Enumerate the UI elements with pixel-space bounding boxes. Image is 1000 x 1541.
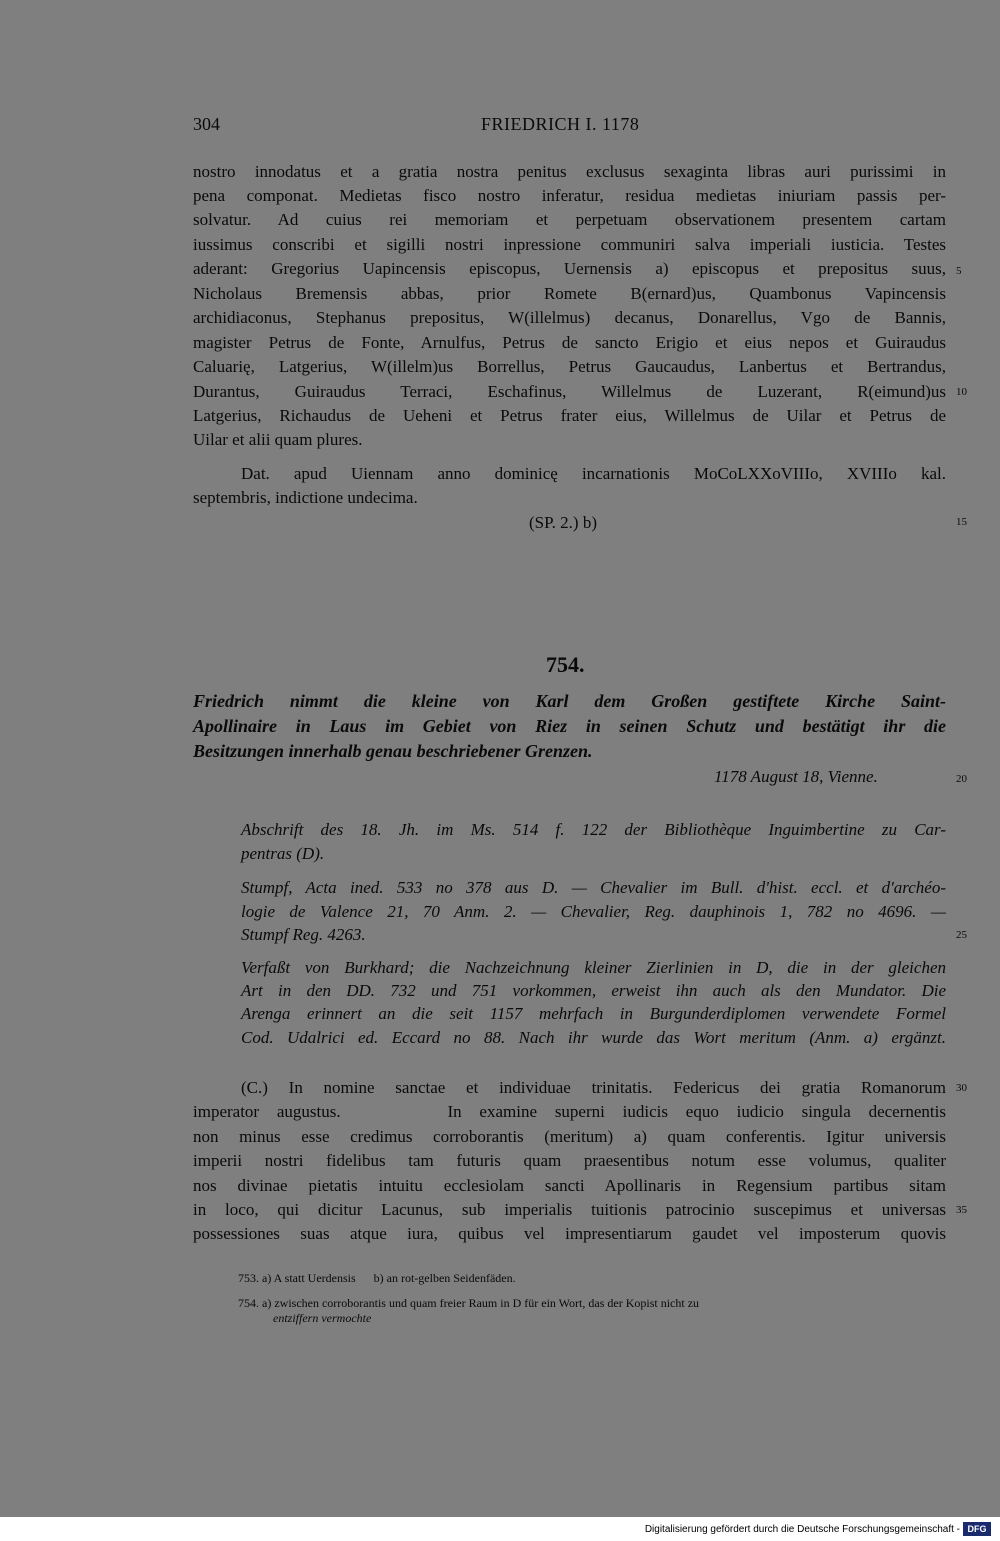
text-line: pena componat. Medietas fisco nostro inferatur, residua medietas iniuriam passis per- bbox=[193, 186, 946, 205]
line-number: 15 bbox=[956, 516, 967, 528]
dating-line: septembris, indictione undecima. bbox=[193, 488, 418, 507]
funding-credit: Digitalisierung gefördert durch die Deutsche Forschungsgemeinschaft - bbox=[644, 1524, 960, 1535]
line-number: 5 bbox=[956, 265, 962, 277]
seal-note: (SP. 2.) b) bbox=[529, 513, 598, 532]
text-line: Durantus, Guiraudus Terraci, Eschafinus, Willelmus de Luzerant, R(eimund)us bbox=[193, 382, 946, 401]
dating-line: Dat. apud Uiennam anno dominicę incarnationis MoCoLXXoVIIIo, XVIIIo kal. bbox=[241, 464, 946, 483]
text-line: possessiones suas atque iura, quibus vel impresentiarum gaudet vel imposterum quovis bbox=[193, 1224, 946, 1243]
note-line: Stumpf Reg. 4263. bbox=[241, 925, 366, 944]
text-line: Nicholaus Bremensis abbas, prior Romete B(ernard)us, Quambonus Vapincensis bbox=[193, 284, 946, 303]
text-line: Caluarię, Latgerius, W(illelm)us Borrellus, Petrus Gaucaudus, Lanbertus et Bertrandus, bbox=[193, 357, 946, 376]
note-line: Stumpf, Acta ined. 533 no 378 aus D. — Chevalier im Bull. d'hist. eccl. et d'archéo- bbox=[241, 878, 946, 897]
page-number: 304 bbox=[193, 114, 220, 134]
regest-title-line: Besitzungen innerhalb genau beschriebener Grenzen. bbox=[193, 741, 593, 761]
text-line: imperii nostri fidelibus tam futuris quam praesentibus notum esse volumus, qualiter bbox=[193, 1151, 946, 1170]
text-line: in loco, qui dicitur Lacunus, sub imperialis tuitionis patrocinio suscepimus et universas bbox=[193, 1200, 946, 1219]
line-number: 10 bbox=[956, 386, 967, 398]
text-line: solvatur. Ad cuius rei memoriam et perpetuam observationem presentem cartam bbox=[193, 210, 946, 229]
document-number: 754. bbox=[546, 652, 585, 677]
note-line: Verfaßt von Burkhard; die Nachzeichnung kleiner Zierlinien in D, die in der gleichen bbox=[241, 958, 946, 977]
text-line: imperator augustus. In examine superni iudicis equo iudicio singula decernentis bbox=[193, 1102, 946, 1121]
text-line: aderant: Gregorius Uapincensis episcopus, Uernensis a) episcopus et prepositus suus, bbox=[193, 259, 946, 278]
note-line: pentras (D). bbox=[241, 844, 325, 863]
text-line: iussimus conscribi et sigilli nostri inpressione communiri salva imperiali iusticia. Testes bbox=[193, 235, 946, 254]
note-line: Cod. Udalrici ed. Eccard no 88. Nach ihr wurde das Wort meritum (Anm. a) ergänzt. bbox=[241, 1028, 946, 1047]
line-number: 20 bbox=[956, 773, 967, 785]
text-line: Latgerius, Richaudus de Ueheni et Petrus frater eius, Willelmus de Uilar et Petrus de bbox=[193, 406, 946, 425]
text-line: nostro innodatus et a gratia nostra penitus exclusus sexaginta libras auri purissimi in bbox=[193, 162, 946, 181]
line-number: 30 bbox=[956, 1082, 967, 1094]
footnote: 753. a) A statt Uerdensis b) an rot-gelben Seidenfäden. bbox=[238, 1271, 516, 1285]
line-number: 25 bbox=[956, 929, 967, 941]
note-line: logie de Valence 21, 70 Anm. 2. — Chevalier, Reg. dauphinois 1, 782 no 4696. — bbox=[241, 902, 946, 921]
text-line: magister Petrus de Fonte, Arnulfus, Petrus de sancto Erigio et eius nepos et Guiraudus bbox=[193, 333, 946, 352]
text-line: nos divinae pietatis intuitu ecclesiolam sancti Apollinaris in Regensium partibus sitam bbox=[193, 1176, 946, 1195]
footnote: entziffern vermochte bbox=[273, 1311, 372, 1325]
text-line: archidiaconus, Stephanus prepositus, W(illelmus) decanus, Donarellus, Vgo de Bannis, bbox=[193, 308, 946, 327]
line-number: 35 bbox=[956, 1204, 967, 1216]
footnote: 754. a) zwischen corroborantis und quam freier Raum in D für ein Wort, das der Kopist nicht zu bbox=[238, 1296, 700, 1310]
note-line: Art in den DD. 732 und 751 vorkommen, erweist ihn auch als den Mundator. Die bbox=[241, 981, 946, 1000]
text-line: (C.) In nomine sanctae et individuae trinitatis. Federicus dei gratia Romanorum bbox=[241, 1078, 946, 1097]
note-line: Arenga erinnert an die seit 1157 mehrfach in Burgunderdiplomen verwendete Formel bbox=[241, 1004, 946, 1023]
text-line: Uilar et alii quam plures. bbox=[193, 430, 363, 449]
regest-title-line: Apollinaire in Laus im Gebiet von Riez in seinen Schutz und bestätigt ihr die bbox=[193, 716, 946, 736]
text-line: non minus esse credimus corroborantis (meritum) a) quam conferentis. Igitur universis bbox=[193, 1127, 946, 1146]
regest-title-line: Friedrich nimmt die kleine von Karl dem Großen gestiftete Kirche Saint- bbox=[193, 691, 946, 711]
note-line: Abschrift des 18. Jh. im Ms. 514 f. 122 der Bibliothèque Inguimbertine zu Car- bbox=[241, 820, 946, 839]
date-place: 1178 August 18, Vienne. bbox=[714, 767, 878, 786]
running-title: FRIEDRICH I. 1178 bbox=[481, 114, 640, 134]
dfg-logo-icon: DFG bbox=[963, 1522, 991, 1536]
